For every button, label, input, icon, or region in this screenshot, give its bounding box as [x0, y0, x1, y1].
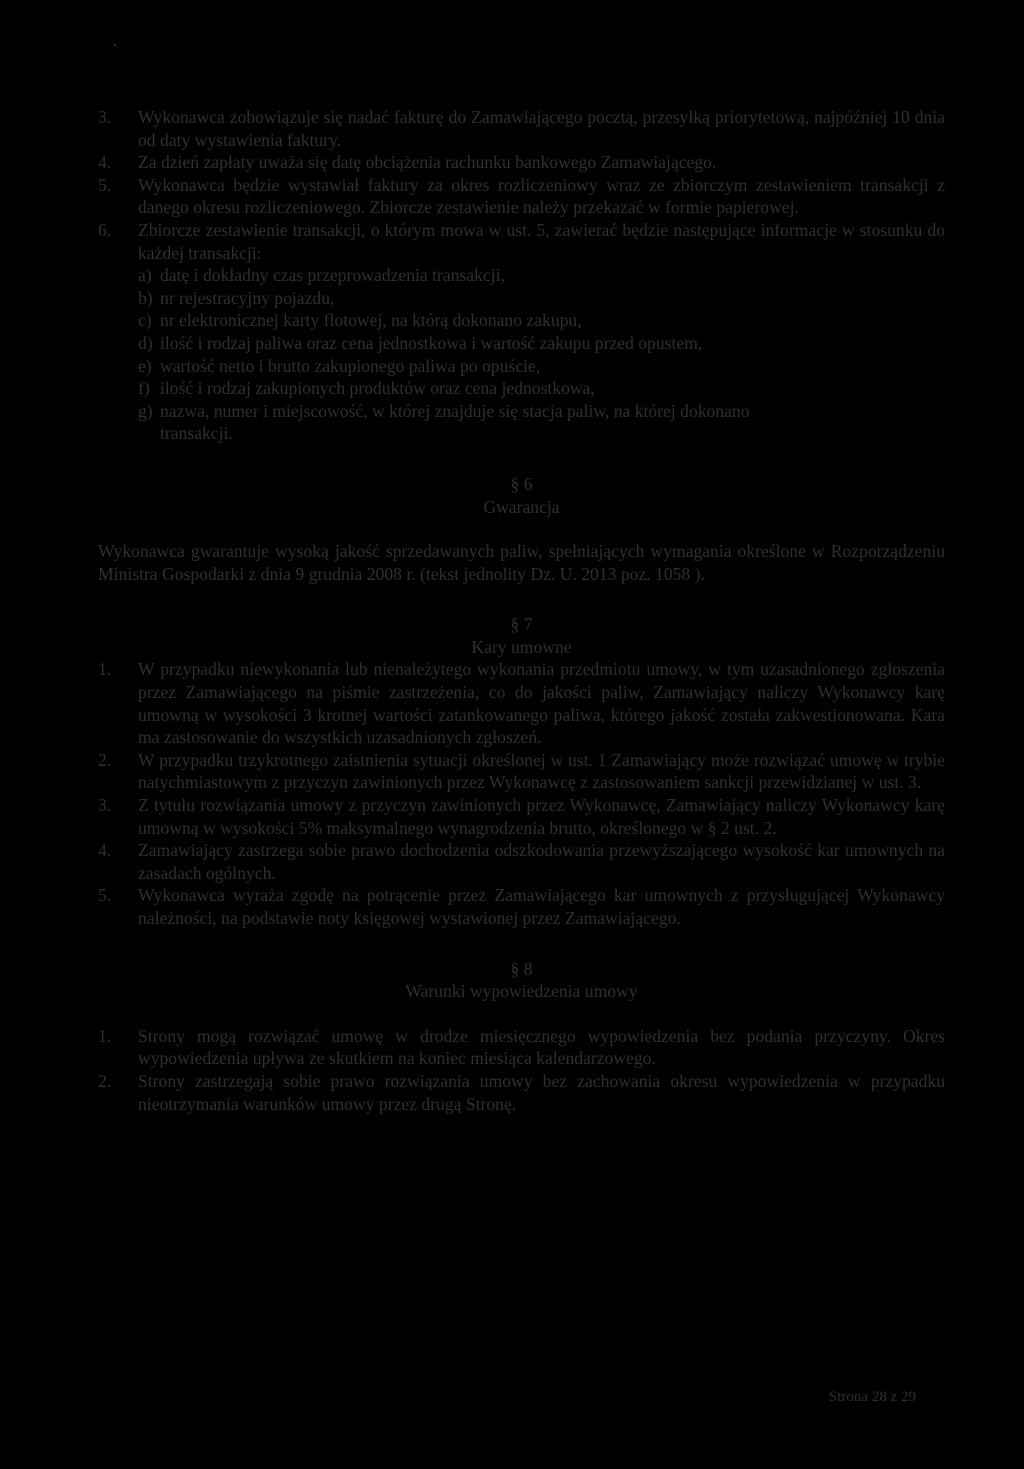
item-number: 3.	[98, 795, 112, 816]
item-text: Strony mogą rozwiązać umowę w drodze miesięcznego wypowiedzenia bez podania przyczyny. Okres wypowiedzenia upływa ze skutkiem na koniec miesiąca kalendarzowego.	[138, 1025, 945, 1069]
sub-item-letter: f)	[138, 378, 150, 399]
sub-list-item	[138, 400, 945, 423]
document-body	[98, 106, 945, 1115]
item-number: 6.	[98, 219, 112, 240]
sub-list-item	[138, 309, 945, 332]
sub-item-text: ilość i rodzaj zakupionych produktów oraz cena jednostkowa,	[160, 378, 595, 399]
list-item	[98, 219, 945, 264]
item-text: Zbiorcze zestawienie transakcji, o którym mowa w ust. 5, zawierać będzie następujące informacje w stosunku do każdej transakcji:	[138, 219, 945, 263]
item-text: Za dzień zapłaty uważa się datę obciążenia rachunku bankowego Zamawiającego.	[138, 152, 717, 173]
section-title: Gwarancja	[483, 496, 560, 517]
scan-speck	[114, 44, 116, 46]
sub-item-text: ilość i rodzaj paliwa oraz cena jednostkowa i wartość zakupu przed opustem,	[160, 332, 703, 353]
item-text: Z tytułu rozwiązania umowy z przyczyn zawinionych przez Wykonawcę, Zamawiający naliczy Wykonawcy karę umowną w wysokości 5% maksymalnego wynagrodzenia brutto, określonego w § 2 ust. 2.	[138, 795, 945, 838]
sub-item-letter: c)	[138, 310, 152, 331]
item-text: W przypadku niewykonania lub nienależytego wykonania przedmiotu umowy, w tym uzasadnionego zgłoszenia przez Zamawiającego na piśmie zastrzeżenia, co do jakości paliw, Zamawiający naliczy Wykonawcy karę umowną w wysokości 3 krotnej wartości zatankowanego paliwa, którego jakość została zakwestionowana. Kara ma zastosowanie do wszystkich uzasadnionych zgłoszeń.	[138, 659, 945, 748]
sub-list-item	[138, 287, 945, 310]
section-mark: § 6	[510, 473, 533, 494]
list-item	[98, 794, 945, 839]
list-item	[98, 1070, 945, 1115]
sub-item-text: wartość netto i brutto zakupionego paliwa po opuście,	[160, 355, 541, 376]
sub-list-item	[138, 355, 945, 378]
sub-item-letter: a)	[138, 265, 152, 286]
list-item	[98, 884, 945, 929]
sub-item-continuation: transakcji.	[160, 423, 233, 444]
item-text: Wykonawca będzie wystawiał faktury za okres rozliczeniowy wraz ze zbiorczym zestawieniem transakcji z danego okresu rozliczeniowego. Zbiorcze zestawienie należy przekazać w formie papierowej.	[138, 174, 945, 218]
item-text: W przypadku trzykrotnego zaistnienia sytuacji określonej w ust. 1 Zamawiający może rozwiązać umowę w trybie natychmiastowym z przyczyn zawinionych przez Wykonawcę z zastosowaniem sankcji przewidzianej w ust. 3.	[138, 749, 945, 793]
list-item	[98, 1025, 945, 1070]
item-text: Wykonawca zobowiązuje się nadać fakturę do Zamawiającego pocztą, przesyłką priorytetową, najpóźniej 10 dnia od daty wystawienia faktury.	[138, 107, 945, 150]
sub-item-letter: b)	[138, 287, 153, 308]
sub-item-text: nr rejestracyjny pojazdu,	[160, 287, 335, 308]
sub-item-text: nr elektronicznej karty flotowej, na którą dokonano zakupu,	[160, 310, 582, 331]
item-number: 3.	[98, 107, 112, 127]
sub-list-item	[138, 377, 945, 400]
list-item	[98, 106, 945, 151]
section-mark: § 7	[510, 614, 533, 635]
sub-item-text: nazwa, numer i miejscowość, w której znajduje się stacja paliw, na której dokonano	[160, 400, 750, 421]
sub-list-item	[138, 332, 945, 355]
item-text: Wykonawca wyraża zgodę na potrącenie przez Zamawiającego kar umownych z przysługującej Wykonawcy należności, na podstawie noty księgowej wystawionej przez Zamawiającego.	[138, 885, 945, 928]
list-item	[98, 151, 945, 174]
sub-item-text: datę i dokładny czas przeprowadzenia transakcji,	[160, 265, 505, 286]
item-number: 5.	[98, 885, 112, 906]
item-text: Zamawiający zastrzega sobie prawo dochodzenia odszkodowania przewyższającego wysokość kar umownych na zasadach ogólnych.	[138, 840, 945, 883]
item-number: 2.	[98, 1070, 112, 1091]
item-number: 5.	[98, 174, 112, 195]
list-item	[98, 749, 945, 794]
section-paragraph: Wykonawca gwarantuje wysoką jakość sprzedawanych paliw, spełniających wymagania określone w Rozporządzeniu Ministra Gospodarki z dnia 9 grudnia 2008 r. (tekst jednolity Dz. U. 2013 poz. 1058 ).	[98, 541, 945, 584]
item-number: 2.	[98, 749, 112, 770]
section-title: Warunki wypowiedzenia umowy	[405, 981, 638, 1002]
item-number: 4.	[98, 840, 112, 861]
section-mark: § 8	[510, 958, 533, 979]
sub-item-letter: e)	[138, 355, 152, 376]
list-item	[98, 839, 945, 884]
sub-list-item	[138, 264, 945, 287]
item-number: 4.	[98, 152, 112, 173]
item-number: 1.	[98, 1025, 112, 1046]
section-title: Kary umowne	[471, 636, 572, 657]
list-item	[98, 174, 945, 219]
sub-item-letter: d)	[138, 332, 153, 353]
item-number: 1.	[98, 659, 112, 680]
item-text: Strony zastrzegają sobie prawo rozwiązania umowy bez zachowania okresu wypowiedzenia w przypadku nieotrzymania warunków umowy przez drugą Stronę.	[138, 1070, 945, 1114]
page-number: Strona 28 z 29	[828, 1389, 916, 1405]
sub-item-letter: g)	[138, 400, 153, 421]
list-item	[98, 658, 945, 748]
